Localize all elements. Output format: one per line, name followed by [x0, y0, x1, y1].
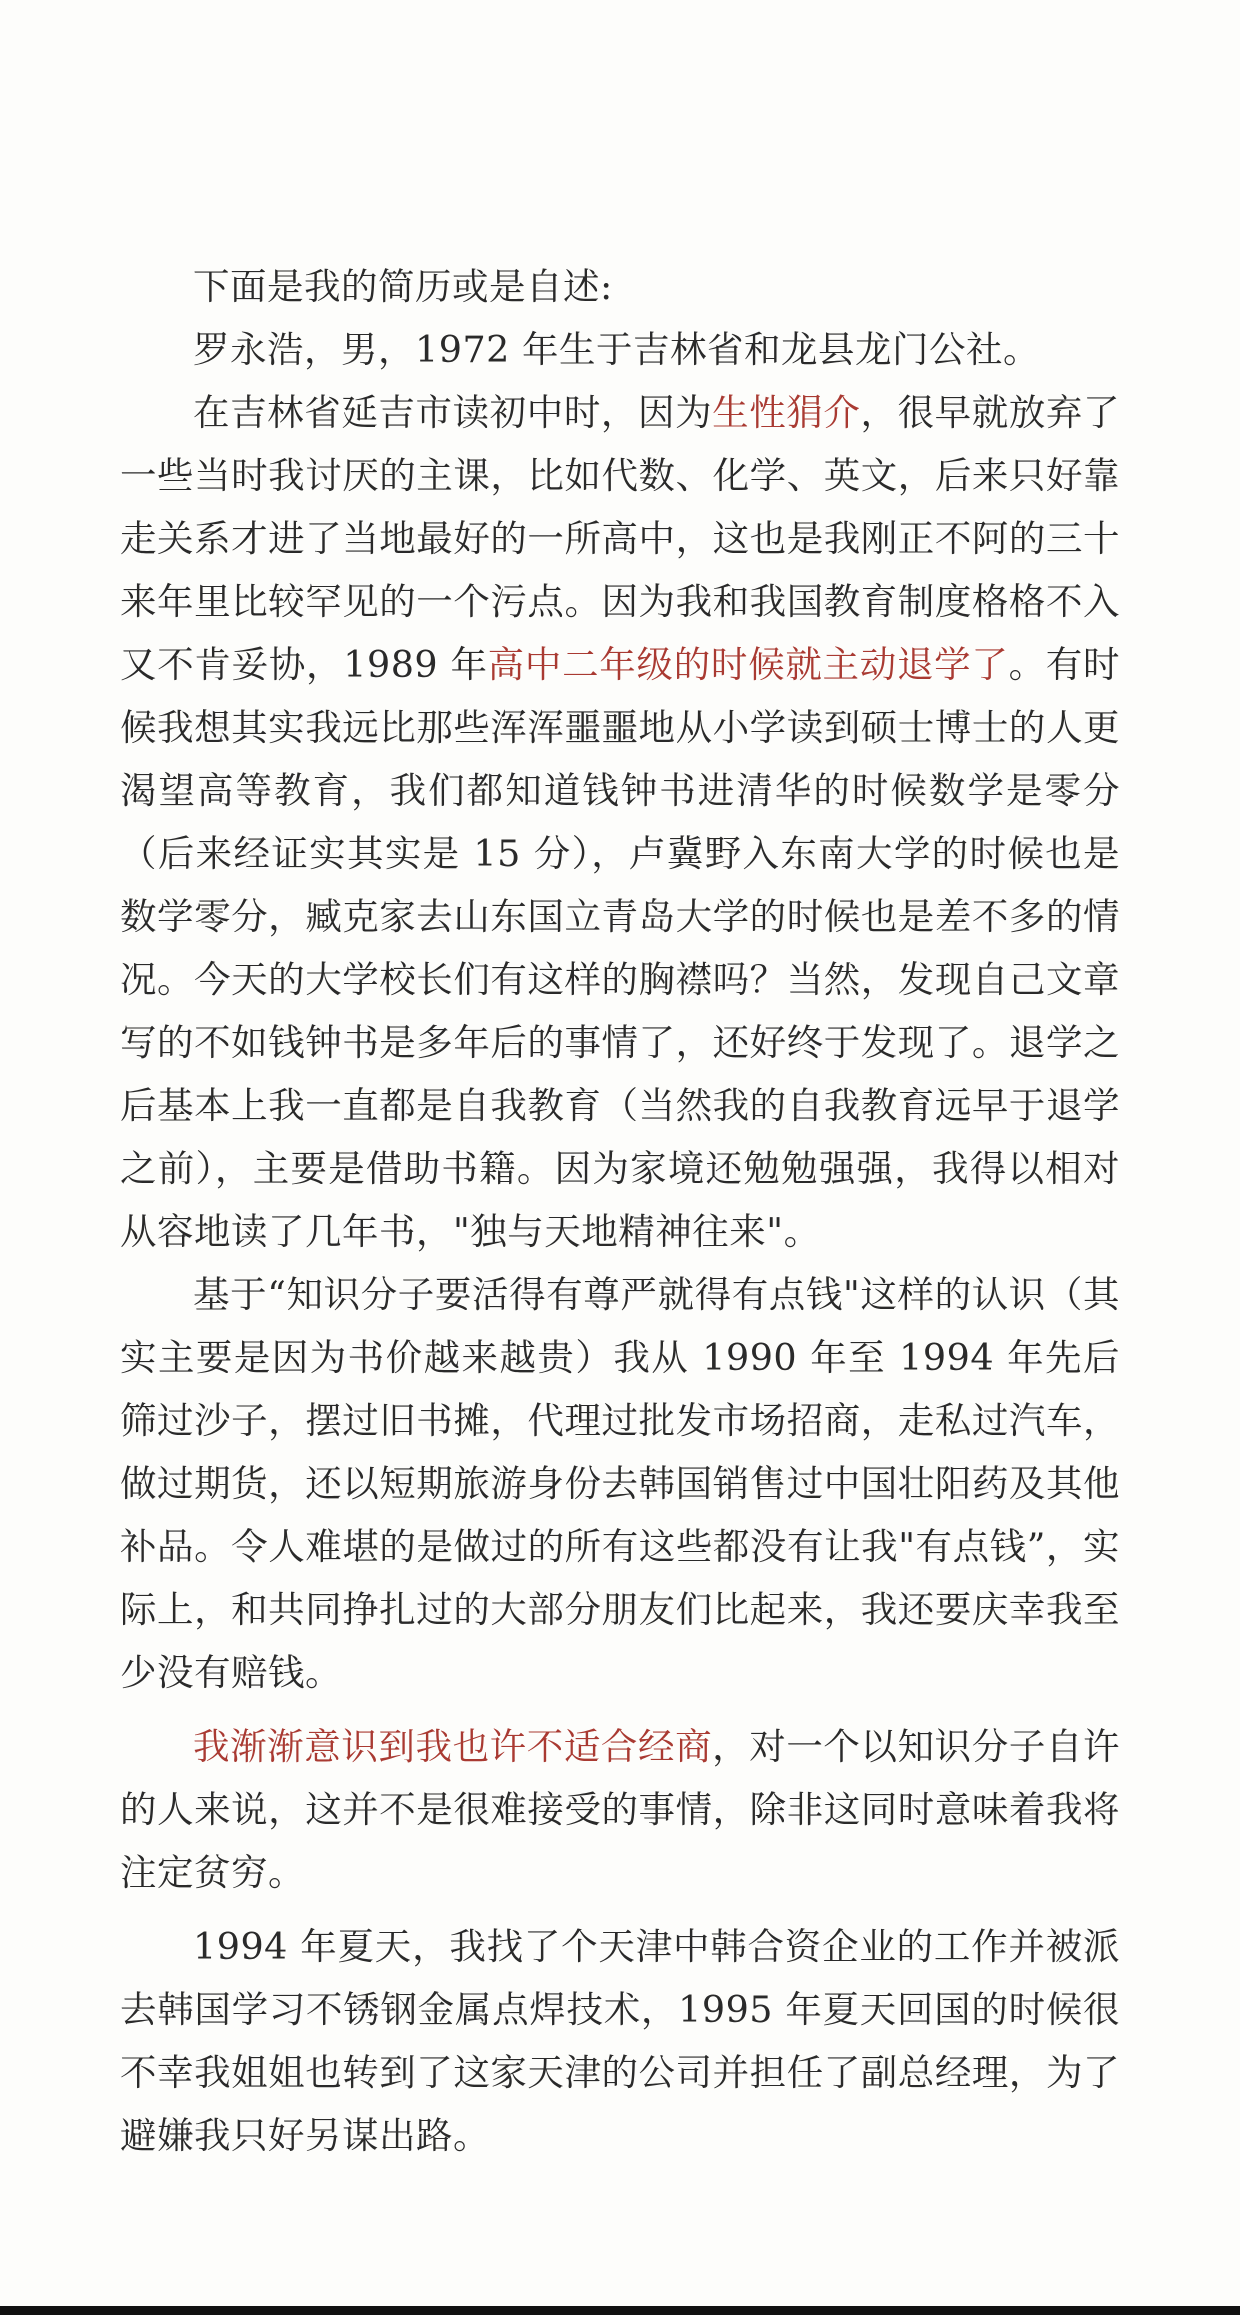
highlighted-text: 我渐渐意识到我也许不适合经商 — [193, 1725, 713, 1768]
paragraph-business — [120, 1263, 1120, 1704]
text-segment: ，很早就放弃了一些当时我讨厌的主课，比如代数、化学、英文，后来只好靠走关系才进了当地最好的一所高中，这也是我刚正不阿的三十来年里比较罕见的一个污点。因为我和我国教育制度格格不入又不肯妥协，1989 年 — [120, 391, 1121, 686]
paragraph-realization — [120, 1715, 1120, 1904]
text-segment: 罗永浩，男，1972 年生于吉林省和龙县龙门公社。 — [193, 328, 1040, 371]
text-segment: 在吉林省延吉市读初中时，因为 — [193, 391, 713, 434]
paragraph-intro — [120, 255, 1120, 318]
highlighted-text: 高中二年级的时候就主动退学了 — [487, 643, 1009, 686]
text-segment: ，对一个以知识分子自许的人来说，这并不是很难接受的事情，除非这同时意味着我将注定贫穷。 — [120, 1725, 1121, 1894]
bottom-edge-bar — [0, 2306, 1240, 2315]
text-segment: 。有时候我想其实我远比那些浑浑噩噩地从小学读到硕士博士的人更渴望高等教育，我们都知道钱钟书进清华的时候数学是零分（后来经证实其实是 15 分），卢冀野入东南大学的时候也是数学零分，臧克家去山东国立青岛大学的时候也是差不多的情况。今天的大学校长们有这样的胸襟吗？当然，发现自己文章写的不如钱钟书是多年后的事情了，还好终于发现了。退学之后基本上我一直都是自我教育（当然我的自我教育远早于退学之前），主要是借助书籍。因为家境还勉勉强强，我得以相对从容地读了几年书，"独与天地精神往来"。 — [120, 643, 1121, 1253]
paragraph-education — [120, 381, 1120, 1263]
text-segment: 基于“知识分子要活得有尊严就得有点钱"这样的认识（其实主要是因为书价越来越贵）我从 1990 年至 1994 年先后筛过沙子，摆过旧书摊，代理过批发市场招商，走私过汽车，做过期货，还以短期旅游身份去韩国销售过中国壮阳药及其他补品。令人难堪的是做过的所有这些都没有让我"有点钱”，实际上，和共同挣扎过的大部分朋友们比起来，我还要庆幸我至少没有赔钱。 — [120, 1273, 1120, 1694]
highlighted-text: 生性狷介 — [712, 391, 861, 434]
document-page — [120, 255, 1120, 2167]
text-segment: 1994 年夏天，我找了个天津中韩合资企业的工作并被派去韩国学习不锈钢金属点焊技术，1995 年夏天回国的时候很不幸我姐姐也转到了这家天津的公司并担任了副总经理，为了避嫌我只好另谋出路。 — [120, 1925, 1120, 2157]
paragraph-birth — [120, 318, 1120, 381]
text-segment: 下面是我的简历或是自述: — [193, 265, 613, 308]
paragraph-tianjin — [120, 1915, 1120, 2167]
